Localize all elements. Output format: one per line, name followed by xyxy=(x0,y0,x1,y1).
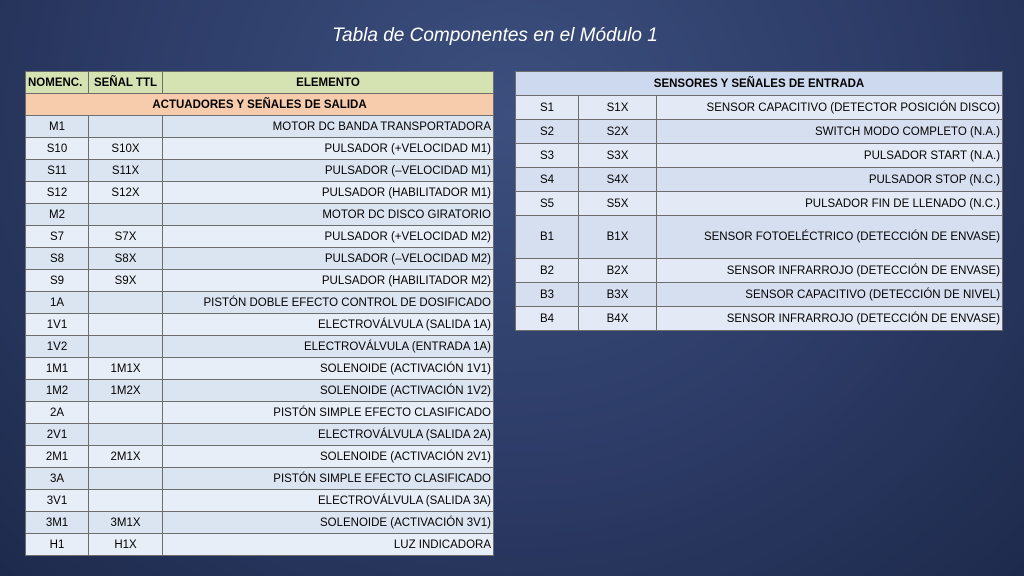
table-row xyxy=(26,446,494,468)
header-nomenc: NOMENC. xyxy=(26,72,89,94)
table-row xyxy=(516,96,1003,120)
cell-nomenc: M1 xyxy=(26,116,89,138)
table-row xyxy=(26,402,494,424)
cell-elemento: ELECTROVÁLVULA (SALIDA 3A) xyxy=(163,490,494,512)
table-row xyxy=(516,216,1003,259)
cell-elemento: SENSOR INFRARROJO (DETECCIÓN DE ENVASE) xyxy=(657,307,1003,331)
table-row xyxy=(516,144,1003,168)
cell-elemento: PISTÓN SIMPLE EFECTO CLASIFICADO xyxy=(163,402,494,424)
cell-elemento: LUZ INDICADORA xyxy=(163,534,494,556)
cell-nomenc: 2M1 xyxy=(26,446,89,468)
table-row xyxy=(26,204,494,226)
table-header-row xyxy=(26,72,494,94)
cell-nomenc: 3V1 xyxy=(26,490,89,512)
cell-elemento: SENSOR CAPACITIVO (DETECCIÓN DE NIVEL) xyxy=(657,283,1003,307)
cell-nomenc: 1A xyxy=(26,292,89,314)
cell-elemento: PULSADOR (–VELOCIDAD M1) xyxy=(163,160,494,182)
cell-elemento: SOLENOIDE (ACTIVACIÓN 1V1) xyxy=(163,358,494,380)
actuators-table xyxy=(25,71,494,556)
cell-elemento: PULSADOR FIN DE LLENADO (N.C.) xyxy=(657,192,1003,216)
cell-elemento: PULSADOR (+VELOCIDAD M2) xyxy=(163,226,494,248)
cell-nomenc: 2V1 xyxy=(26,424,89,446)
cell-senal: B2X xyxy=(579,259,657,283)
cell-senal xyxy=(89,424,163,446)
cell-senal: B3X xyxy=(579,283,657,307)
table-row xyxy=(516,168,1003,192)
table-row xyxy=(516,283,1003,307)
cell-nomenc: B4 xyxy=(516,307,579,331)
cell-nomenc: 3A xyxy=(26,468,89,490)
table-row xyxy=(26,380,494,402)
cell-senal: S4X xyxy=(579,168,657,192)
cell-elemento: SOLENOIDE (ACTIVACIÓN 3V1) xyxy=(163,512,494,534)
cell-nomenc: S8 xyxy=(26,248,89,270)
cell-senal xyxy=(89,468,163,490)
cell-nomenc: S4 xyxy=(516,168,579,192)
cell-elemento: PULSADOR STOP (N.C.) xyxy=(657,168,1003,192)
cell-senal: S2X xyxy=(579,120,657,144)
table-row xyxy=(26,182,494,204)
cell-elemento: ELECTROVÁLVULA (SALIDA 1A) xyxy=(163,314,494,336)
table-row xyxy=(26,314,494,336)
cell-senal: 3M1X xyxy=(89,512,163,534)
cell-senal: S9X xyxy=(89,270,163,292)
sensors-table xyxy=(515,71,1003,331)
table-row xyxy=(26,468,494,490)
cell-senal xyxy=(89,204,163,226)
cell-senal xyxy=(89,116,163,138)
cell-elemento: PISTÓN SIMPLE EFECTO CLASIFICADO xyxy=(163,468,494,490)
cell-elemento: SOLENOIDE (ACTIVACIÓN 1V2) xyxy=(163,380,494,402)
table-row xyxy=(516,120,1003,144)
cell-senal: S11X xyxy=(89,160,163,182)
table-row xyxy=(516,259,1003,283)
cell-senal xyxy=(89,402,163,424)
cell-nomenc: 1M1 xyxy=(26,358,89,380)
cell-nomenc: S12 xyxy=(26,182,89,204)
cell-nomenc: 1V1 xyxy=(26,314,89,336)
section-title: ACTUADORES Y SEÑALES DE SALIDA xyxy=(26,94,494,116)
cell-senal: S1X xyxy=(579,96,657,120)
table-row xyxy=(26,292,494,314)
cell-nomenc: S7 xyxy=(26,226,89,248)
cell-senal: S7X xyxy=(89,226,163,248)
cell-senal: S12X xyxy=(89,182,163,204)
section-row-actuators xyxy=(26,94,494,116)
cell-elemento: PULSADOR START (N.A.) xyxy=(657,144,1003,168)
table-row xyxy=(26,336,494,358)
cell-senal: S8X xyxy=(89,248,163,270)
cell-senal: 2M1X xyxy=(89,446,163,468)
table-row xyxy=(26,226,494,248)
cell-senal xyxy=(89,490,163,512)
table-row xyxy=(26,424,494,446)
table-row xyxy=(26,270,494,292)
table-header-row xyxy=(516,72,1003,96)
cell-elemento: MOTOR DC BANDA TRANSPORTADORA xyxy=(163,116,494,138)
cell-senal: 1M2X xyxy=(89,380,163,402)
cell-elemento: SOLENOIDE (ACTIVACIÓN 2V1) xyxy=(163,446,494,468)
cell-senal xyxy=(89,314,163,336)
cell-senal xyxy=(89,292,163,314)
cell-senal: B1X xyxy=(579,216,657,259)
cell-senal: S5X xyxy=(579,192,657,216)
cell-nomenc: S9 xyxy=(26,270,89,292)
cell-nomenc: S11 xyxy=(26,160,89,182)
cell-nomenc: 1V2 xyxy=(26,336,89,358)
cell-nomenc: S5 xyxy=(516,192,579,216)
table-row xyxy=(26,534,494,556)
cell-nomenc: 2A xyxy=(26,402,89,424)
cell-nomenc: B1 xyxy=(516,216,579,259)
cell-elemento: PULSADOR (+VELOCIDAD M1) xyxy=(163,138,494,160)
cell-nomenc: S3 xyxy=(516,144,579,168)
cell-senal: S10X xyxy=(89,138,163,160)
cell-elemento: SENSOR INFRARROJO (DETECCIÓN DE ENVASE) xyxy=(657,259,1003,283)
cell-elemento: SWITCH MODO COMPLETO (N.A.) xyxy=(657,120,1003,144)
cell-nomenc: B2 xyxy=(516,259,579,283)
table-row xyxy=(26,490,494,512)
table-row xyxy=(26,512,494,534)
cell-nomenc: S1 xyxy=(516,96,579,120)
cell-senal: S3X xyxy=(579,144,657,168)
cell-senal: B4X xyxy=(579,307,657,331)
cell-elemento: PULSADOR (–VELOCIDAD M2) xyxy=(163,248,494,270)
cell-senal xyxy=(89,336,163,358)
header-senal-ttl: SEÑAL TTL xyxy=(89,72,163,94)
cell-nomenc: S2 xyxy=(516,120,579,144)
cell-elemento: ELECTROVÁLVULA (ENTRADA 1A) xyxy=(163,336,494,358)
cell-elemento: MOTOR DC DISCO GIRATORIO xyxy=(163,204,494,226)
cell-nomenc: 1M2 xyxy=(26,380,89,402)
cell-nomenc: 3M1 xyxy=(26,512,89,534)
cell-elemento: PULSADOR (HABILITADOR M1) xyxy=(163,182,494,204)
sensors-header: SENSORES Y SEÑALES DE ENTRADA xyxy=(516,72,1003,96)
cell-elemento: SENSOR FOTOELÉCTRICO (DETECCIÓN DE ENVASE) xyxy=(657,216,1003,259)
cell-senal: 1M1X xyxy=(89,358,163,380)
cell-elemento: SENSOR CAPACITIVO (DETECTOR POSICIÓN DISCO) xyxy=(657,96,1003,120)
cell-nomenc: M2 xyxy=(26,204,89,226)
table-row xyxy=(26,160,494,182)
table-row xyxy=(26,248,494,270)
cell-elemento: PISTÓN DOBLE EFECTO CONTROL DE DOSIFICADO xyxy=(163,292,494,314)
header-elemento: ELEMENTO xyxy=(163,72,494,94)
cell-senal: H1X xyxy=(89,534,163,556)
cell-nomenc: S10 xyxy=(26,138,89,160)
cell-elemento: ELECTROVÁLVULA (SALIDA 2A) xyxy=(163,424,494,446)
table-row xyxy=(26,358,494,380)
table-row xyxy=(516,307,1003,331)
cell-nomenc: B3 xyxy=(516,283,579,307)
page-title: Tabla de Componentes en el Módulo 1 xyxy=(332,25,658,46)
table-row xyxy=(516,192,1003,216)
table-row xyxy=(26,116,494,138)
cell-nomenc: H1 xyxy=(26,534,89,556)
table-row xyxy=(26,138,494,160)
cell-elemento: PULSADOR (HABILITADOR M2) xyxy=(163,270,494,292)
